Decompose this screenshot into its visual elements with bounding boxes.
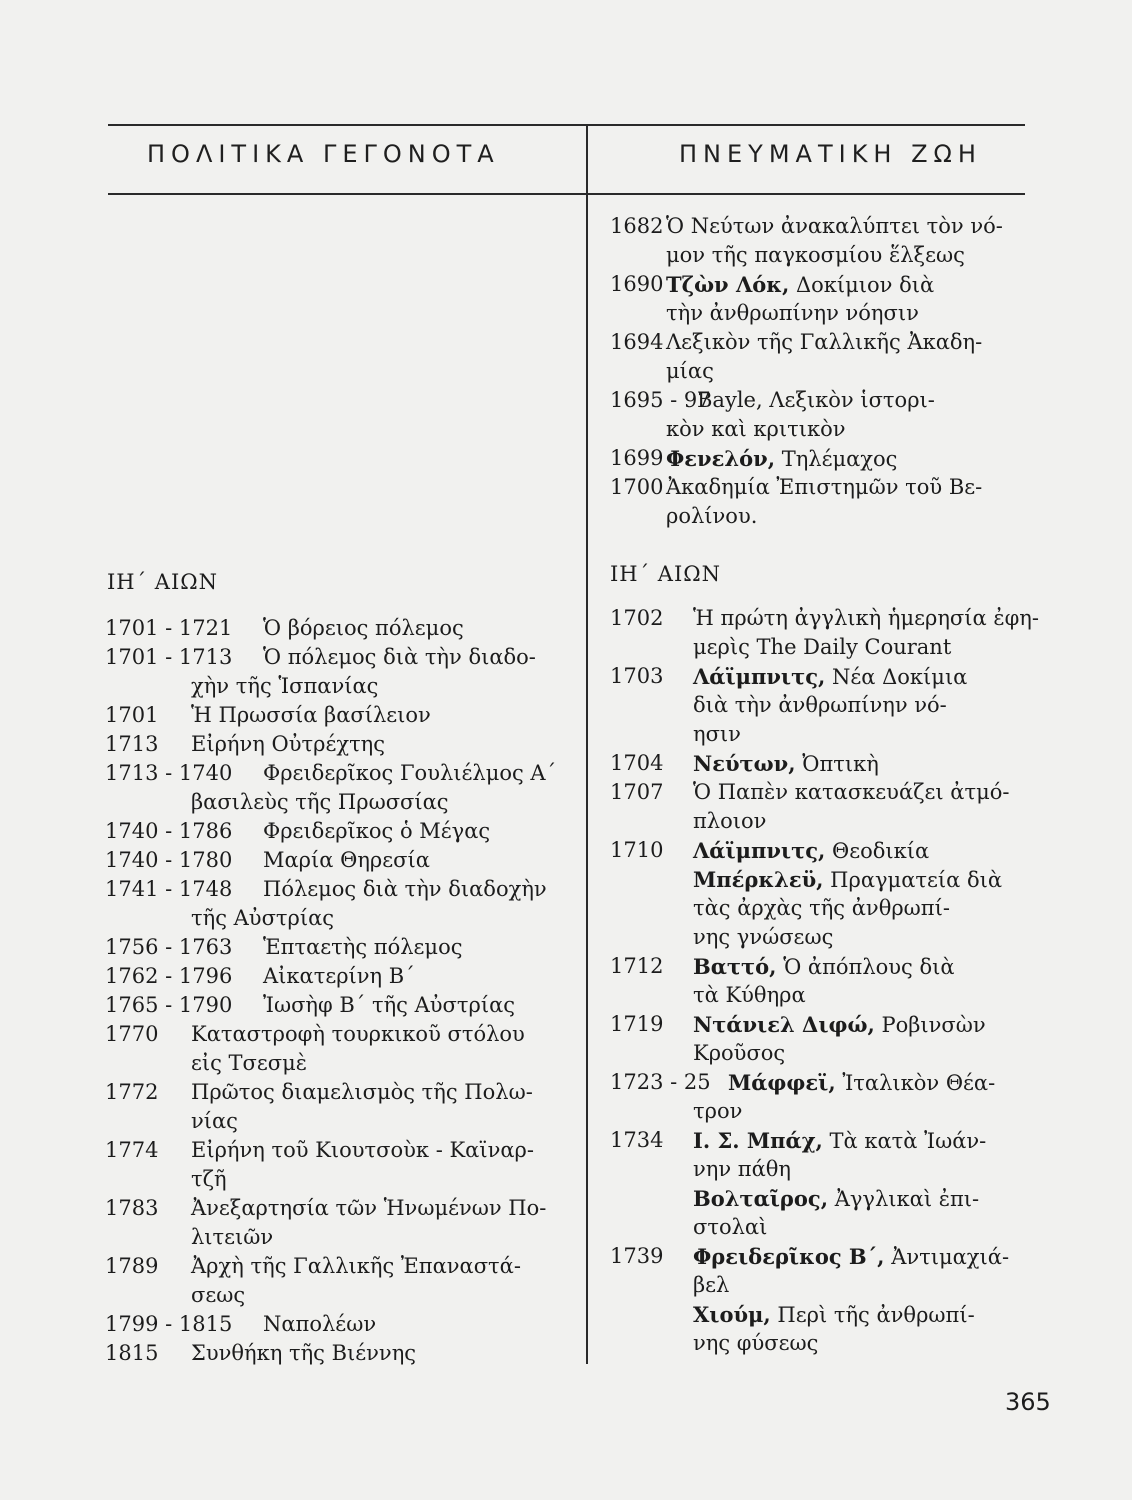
entry-text-line <box>693 807 1009 836</box>
entry-text: Καταστροφὴ τουρκικοῦ στόλου <box>191 1022 525 1046</box>
entry-text-line <box>191 1339 416 1368</box>
entry-text: στολαὶ <box>693 1215 768 1239</box>
entry-text-line <box>666 241 1003 270</box>
entry-text-line <box>693 981 955 1010</box>
entry-author: Φενελόν, <box>666 446 776 471</box>
entry-text: ρολίνου. <box>666 504 758 528</box>
entry-text-line <box>263 933 462 962</box>
entry-text: Ἀκαδημία Ἐπιστημῶν τοῦ Βε- <box>666 475 983 499</box>
entry-year: 1701 - 1721 <box>105 616 233 640</box>
entry-text-line <box>191 1194 546 1223</box>
entry-text: Πραγματεία διὰ <box>830 868 1003 892</box>
entry-text-line <box>191 1165 534 1194</box>
entry-text: τρον <box>693 1099 743 1123</box>
entry-text: Ἀντιμαχιά- <box>891 1245 1010 1269</box>
entry-text: Ἡ πρώτη ἀγγλικὴ ἡμερησία ἐφη- <box>693 606 1039 630</box>
entry-text-line <box>693 1242 1009 1271</box>
entry-text: Ὁ Νεύτων ἀνακαλύπτει τὸν νό- <box>666 214 1003 238</box>
entry-year: 1756 - 1763 <box>105 935 233 959</box>
entry-text: Θεοδικία <box>832 839 930 863</box>
entry-author: Ντάνιελ Διφώ, <box>693 1012 875 1037</box>
entry-year: 1682 <box>610 214 664 238</box>
entry-author: Ι. Σ. Μπάχ, <box>693 1128 823 1153</box>
entry-text-line <box>666 444 897 473</box>
entry-year: 1783 <box>105 1196 159 1220</box>
entry-year: 1765 - 1790 <box>105 993 233 1017</box>
entry-year: 1739 <box>610 1244 664 1268</box>
entry-text: Ἀρχὴ τῆς Γαλλικῆς Ἐπαναστά- <box>191 1254 521 1278</box>
entry-text-line <box>693 952 955 981</box>
entry-text: χὴν τῆς Ἱσπανίας <box>191 674 379 698</box>
entry-text-line <box>666 415 935 444</box>
entry-text: σεως <box>191 1283 246 1307</box>
entry-text: νην πάθη <box>693 1157 791 1181</box>
entry-text-line <box>666 473 982 502</box>
entry-text: Ἑπταετὴς πόλεμος <box>263 935 463 959</box>
entry-year: 1770 <box>105 1022 159 1046</box>
entry-text-line <box>191 730 385 759</box>
entry-year: 1713 <box>105 732 159 756</box>
entry-year: 1699 <box>610 446 664 470</box>
entry-text: μίας <box>666 359 714 383</box>
entry-text: Ὀπτικὴ <box>802 752 879 776</box>
entry-year: 1741 - 1748 <box>105 877 233 901</box>
entry-text: Ροβινσὼν <box>881 1013 986 1037</box>
entry-text: βελ <box>693 1273 730 1297</box>
entry-year: 1740 - 1780 <box>105 848 233 872</box>
entry-text: Φρειδερῖκος ὁ Μέγας <box>263 819 491 843</box>
entry-author: Τζὼν Λόκ, <box>666 272 790 297</box>
entry-text-line <box>666 328 982 357</box>
entry-text: Αἰκατερίνη Β΄ <box>263 964 415 988</box>
entry-text-line <box>191 1020 525 1049</box>
entry-text: Τηλέμαχος <box>781 447 898 471</box>
entry-author: Βολταῖρος, <box>693 1186 829 1211</box>
entry-text-line <box>263 614 464 643</box>
entry-year: 1799 - 1815 <box>105 1312 233 1336</box>
page-number: 365 <box>1005 1388 1051 1416</box>
entry-text: βασιλεὺς τῆς Πρωσσίας <box>191 790 449 814</box>
entry-text: τῆς Αὐστρίας <box>191 906 335 930</box>
entry-year: 1815 <box>105 1341 159 1365</box>
entry-text-line <box>191 1223 546 1252</box>
entry-text-line <box>666 357 982 386</box>
entry-text-line <box>693 749 879 778</box>
entry-text-line <box>693 691 967 720</box>
column-divider <box>586 124 588 1364</box>
entry-text-line <box>263 846 430 875</box>
entry-text-line <box>263 759 556 788</box>
entry-text: Ὁ βόρειος πόλεμος <box>263 616 464 640</box>
entry-text: Συνθήκη τῆς Βιέννης <box>191 1341 417 1365</box>
entry-text: νης γνώσεως <box>693 925 834 949</box>
entry-text-line <box>191 904 547 933</box>
entry-text-line <box>693 836 929 865</box>
entry-text-line <box>263 875 547 904</box>
entry-year: 1694 <box>610 330 664 354</box>
entry-text: Λεξικὸν τῆς Γαλλικῆς Ἀκαδη- <box>666 330 983 354</box>
entry-text: Φρειδερῖκος Γουλιέλμος Α΄ <box>263 761 557 785</box>
entry-text-line <box>693 1329 975 1358</box>
entry-text-line <box>191 1107 533 1136</box>
entry-text: Δοκίμιον διὰ <box>795 273 935 297</box>
entry-year: 1772 <box>105 1080 159 1104</box>
entry-author: Λάϊμπνιτς, <box>693 838 826 863</box>
entry-text: τὴν ἀνθρωπίνην νόησιν <box>666 301 919 325</box>
entry-text: Ναπολέων <box>263 1312 377 1336</box>
entry-text-line <box>666 212 1003 241</box>
entry-text-line <box>191 1281 521 1310</box>
entry-text-line <box>693 633 1039 662</box>
entry-text: Ὁ Παπὲν κατασκευάζει ἀτμό- <box>693 780 1010 804</box>
entry-text: Ὁ πόλεμος διὰ τὴν διαδο- <box>263 645 536 669</box>
entry-text-line <box>693 1155 986 1184</box>
entry-text-line <box>191 701 431 730</box>
entry-text: Εἰρήνη Οὐτρέχτης <box>191 732 386 756</box>
entry-text: πλοιον <box>693 809 767 833</box>
entry-text: τζῆ <box>191 1167 227 1191</box>
entry-author: Μπέρκλεϋ, <box>693 867 824 892</box>
entry-text: Τὰ κατὰ Ἰωάν- <box>829 1129 987 1153</box>
entry-text-line <box>693 1039 986 1068</box>
entry-text-line <box>693 1300 975 1329</box>
entry-text-line <box>666 502 982 531</box>
entry-year: 1695 - 97 <box>610 388 711 412</box>
entry-text-line <box>191 1252 521 1281</box>
entry-text-line <box>191 1136 534 1165</box>
entry-text-line <box>693 604 1039 633</box>
entry-text: Περὶ τῆς ἀνθρωπί- <box>777 1303 975 1327</box>
entry-text: τὰ Κύθηρα <box>693 983 806 1007</box>
entry-year: 1740 - 1786 <box>105 819 233 843</box>
entry-text: Πρῶτος διαμελισμὸς τῆς Πολω- <box>191 1080 533 1104</box>
left-column-header: ΠΟΛΙΤΙΚΑ ΓΕΓΟΝΟΤΑ <box>147 140 500 168</box>
entry-year: 1723 - 25 <box>610 1070 711 1094</box>
entry-text-line <box>263 643 536 672</box>
top-rule <box>108 124 1025 126</box>
entry-text-line <box>693 1184 979 1213</box>
entry-text: Νέα Δοκίμια <box>832 665 968 689</box>
entry-text: μερὶς The Daily Courant <box>693 635 952 659</box>
entry-text: νης φύσεως <box>693 1331 819 1355</box>
entry-text-line <box>263 962 415 991</box>
entry-year: 1702 <box>610 606 664 630</box>
entry-text-line <box>693 720 967 749</box>
entry-text-line <box>693 865 1002 894</box>
entry-year: 1690 <box>610 272 664 296</box>
entry-year: 1762 - 1796 <box>105 964 233 988</box>
entry-year: 1710 <box>610 838 664 862</box>
entry-year: 1700 <box>610 475 664 499</box>
entry-text: Ἀγγλικαὶ ἐπι- <box>834 1187 980 1211</box>
entry-text-line <box>697 386 935 415</box>
entry-year: 1701 <box>105 703 159 727</box>
right-column-header: ΠΝΕΥΜΑΤΙΚΗ ΖΩΗ <box>679 140 982 168</box>
entry-author: Χιούμ, <box>693 1302 771 1327</box>
entry-text-line <box>728 1068 995 1097</box>
entry-year: 1701 - 1713 <box>105 645 233 669</box>
entry-text: Ὁ ἀπόπλους διὰ <box>783 955 955 979</box>
entry-text: νίας <box>191 1109 238 1133</box>
entry-text: λιτειῶν <box>191 1225 274 1249</box>
entry-year: 1713 - 1740 <box>105 761 233 785</box>
entry-text: Μαρία Θηρεσία <box>263 848 430 872</box>
entry-text-line <box>693 778 1009 807</box>
entry-text-line <box>693 1097 995 1126</box>
entry-year: 1704 <box>610 751 664 775</box>
entry-text: ησιν <box>693 722 741 746</box>
entry-year: 1789 <box>105 1254 159 1278</box>
entry-text: Κροῦσος <box>693 1041 786 1065</box>
entry-text-line <box>693 1213 979 1242</box>
entry-year: 1712 <box>610 954 664 978</box>
entry-author: Μάφφεϊ, <box>728 1070 836 1095</box>
entry-text-line <box>693 1271 1009 1300</box>
entry-text: εἰς Τσεσμὲ <box>191 1051 308 1075</box>
entry-author: Φρειδερῖκος Β΄, <box>693 1244 885 1269</box>
entry-text-line <box>191 1049 525 1078</box>
entry-year: 1707 <box>610 780 664 804</box>
entry-text: τὰς ἀρχὰς τῆς ἀνθρωπί- <box>693 896 950 920</box>
entry-text-line <box>191 788 556 817</box>
entry-year: 1719 <box>610 1012 664 1036</box>
entry-author: Νεύτων, <box>693 751 796 776</box>
entry-text-line <box>693 894 1002 923</box>
entry-text-line <box>263 1310 376 1339</box>
entry-text: διὰ τὴν ἀνθρωπίνην νό- <box>693 693 947 717</box>
entry-text: Ἡ Πρωσσία βασίλειον <box>191 703 431 727</box>
entry-text-line <box>666 270 934 299</box>
entry-text: κὸν καὶ κριτικὸν <box>666 417 846 441</box>
entry-text-line <box>693 923 1002 952</box>
entry-text: Ἀνεξαρτησία τῶν Ἡνωμένων Πο- <box>191 1196 547 1220</box>
entry-text: Bayle, Λεξικὸν ἱστορι- <box>697 388 935 412</box>
entry-text-line <box>693 1126 986 1155</box>
entry-text-line <box>263 817 490 846</box>
entry-text-line <box>263 991 515 1020</box>
header-bottom-rule <box>108 193 1025 195</box>
entry-author: Βαττό, <box>693 954 777 979</box>
entry-author: Λάϊμπνιτς, <box>693 664 826 689</box>
entry-text: Ἰωσὴφ Β΄ τῆς Αὐστρίας <box>263 993 516 1017</box>
entry-text-line <box>693 1010 986 1039</box>
entry-year: 1734 <box>610 1128 664 1152</box>
entry-text: Εἰρήνη τοῦ Κιουτσοὺκ - Καϊναρ- <box>191 1138 534 1162</box>
entry-text-line <box>191 1078 533 1107</box>
left-section-title: ΙΗ΄ ΑΙΩΝ <box>107 570 219 594</box>
entry-text: Πόλεμος διὰ τὴν διαδοχὴν <box>263 877 547 901</box>
right-section-title: ΙΗ΄ ΑΙΩΝ <box>610 562 722 586</box>
entry-text: Ἰταλικὸν Θέα- <box>842 1071 996 1095</box>
entry-text: μον τῆς παγκοσμίου ἕλξεως <box>666 243 965 267</box>
entry-text-line <box>191 672 536 701</box>
entry-text-line <box>693 662 967 691</box>
entry-text-line <box>666 299 934 328</box>
entry-year: 1774 <box>105 1138 159 1162</box>
entry-year: 1703 <box>610 664 664 688</box>
